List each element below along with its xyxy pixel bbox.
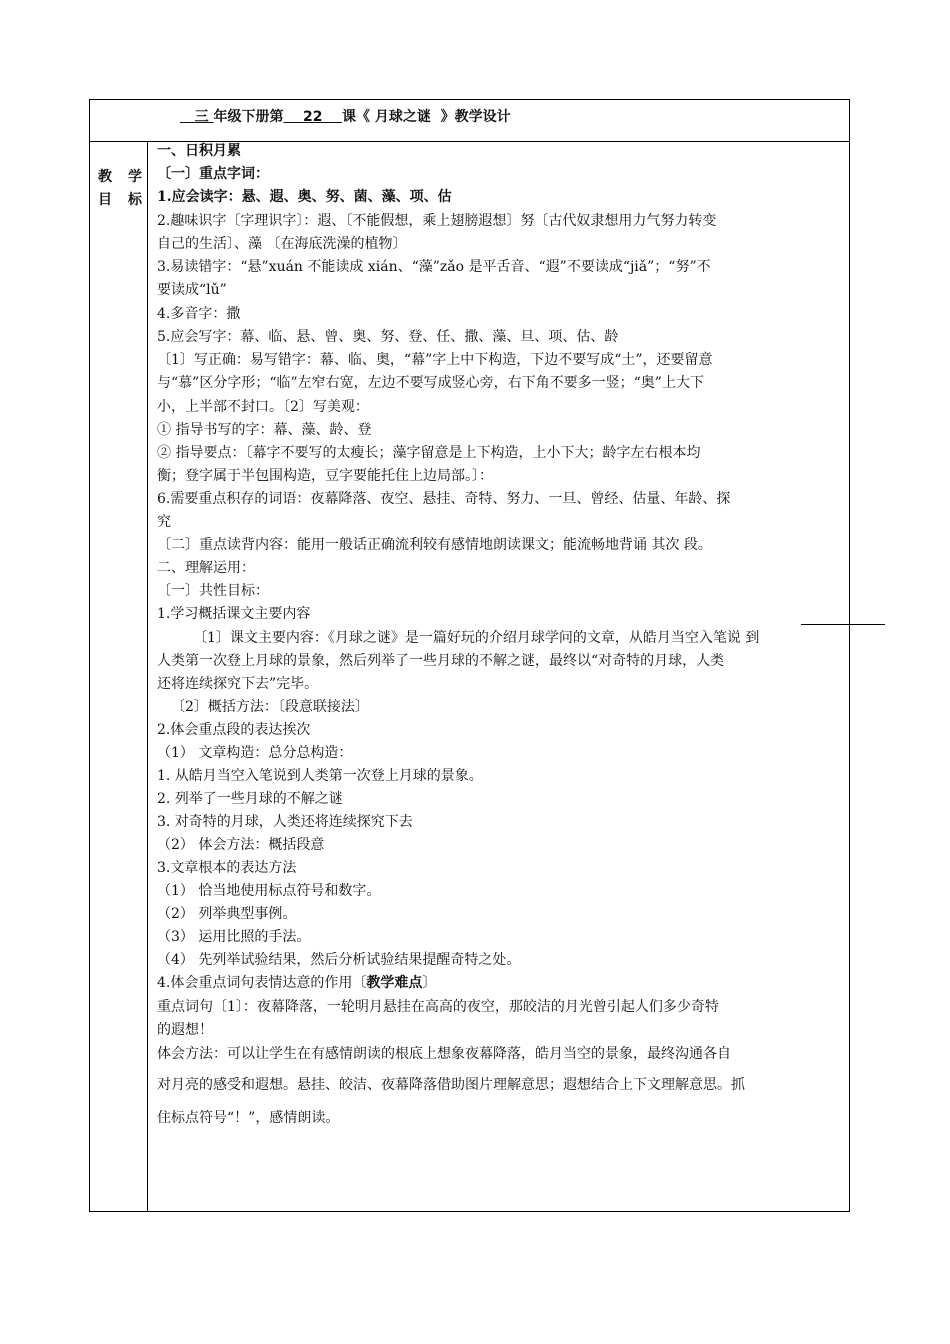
text-line: 与“慕”区分字形；“临”左窄右宽，左边不要写成竖心旁，右下角不要多一竖；“奥”上大下 (157, 375, 704, 391)
text-line: 3.易读错字：“悬”xuán 不能读成 xián、“藻”zǎo 是平舌音、“遐”不要读成“jiǎ”；“努”不 (157, 259, 711, 275)
text-line: 还将连续探究下去”完毕。 (157, 676, 319, 692)
text-line: 〔1〕课文主要内容：《月球之谜》是一篇好玩的介绍月球学问的文章，从皓月当空入笔说 到 (193, 630, 760, 646)
row-label-line-2: 目标 (98, 192, 142, 208)
text-line: 5.应会写字：幕、临、悬、曾、奥、努、登、任、撒、藻、旦、项、估、龄 (157, 329, 619, 345)
text-line: 要读成“lǔ” (157, 282, 227, 298)
section-heading: 一、日积月累 (157, 143, 241, 159)
text-line: 对月亮的感受和遐想。悬挂、皎洁、夜幕降落借助图片理解意思；遐想结合上下文理解意思。抓 (157, 1077, 745, 1093)
text-line (157, 973, 436, 993)
text-line: 住标点符号“！”，感情朗读。 (157, 1110, 340, 1126)
text-line: 2. 列举了一些月球的不解之谜 (157, 791, 343, 807)
text-line: 2.体会重点段的表达挨次 (157, 722, 311, 738)
difficulty-tag: 教学难点 (366, 975, 423, 991)
title-name: 月球之谜 (374, 109, 431, 125)
text-line: 4.多音字：撒 (157, 306, 241, 322)
subsection-heading: 〔一〕重点字词： (157, 166, 269, 182)
text-line: 〔二〕重点读背内容：能用一般话正确流利较有感情地朗读课文；能流畅地背诵 其次 段。 (157, 537, 712, 553)
text-line: （2） 体会方法：概括段意 (157, 837, 325, 853)
text-line: 小，上半部不封口。〔2〕写美观： (157, 399, 369, 415)
text-line (157, 187, 452, 207)
text-line: 1. 从皓月当空入笔说到人类第一次登上月球的景象。 (157, 768, 483, 784)
text-line: （4） 先列举试验结果，然后分析试验结果提醒奇特之处。 (157, 952, 521, 968)
text-line: 6.需要重点积存的词语：夜幕降落、夜空、悬挂、奇特、努力、一旦、曾经、估量、年龄、探 (157, 491, 731, 507)
title-end: 》教学设计 (440, 109, 511, 125)
text-line: 〔1〕写正确：易写错字：幕、临、奥，“幕”字上中下构造，下边不要写成“土”，还要留意 (157, 352, 713, 368)
text-line: ① 指导书写的字：幕、藻、龄、登 (157, 422, 372, 438)
page-title (180, 106, 511, 126)
underline-rule (801, 624, 885, 625)
title-ke: 课《 (341, 109, 370, 125)
text-line: 〕 (422, 975, 437, 991)
text-line: 4.体会重点词句表情达意的作用〔 (157, 975, 367, 991)
text-line: 二、理解运用： (157, 560, 255, 576)
text-line: 〔2〕概括方法：〔段意联接法〕 (171, 699, 369, 715)
text-line: ② 指导要点：〔幕字不要写的太瘦长；藻字留意是上下构造，上小下大；龄字左右根本均 (157, 445, 701, 461)
text-line: 体会方法：可以让学生在有感情朗读的根底上想象夜幕降落，皓月当空的景象，最终沟通各自 (157, 1046, 731, 1062)
text-line: 重点词句〔1〕：夜幕降落，一轮明月悬挂在高高的夜空，那皎洁的月光曾引起人们多少奇特 (157, 999, 719, 1015)
text-line: 〔一〕共性目标： (157, 583, 269, 599)
label-column (90, 141, 148, 1212)
text-line: 1.学习概括课文主要内容 (157, 606, 311, 622)
text-line: 3. 对奇特的月球，人类还将连续探究下去 (157, 814, 413, 830)
text-line: 人类第一次登上月球的景象，然后列举了一些月球的不解之谜，最终以“对奇特的月球，人类 (157, 653, 725, 669)
text-line: 1.应会读字：悬、遐、奥、努、菌、藻、项、估 (157, 189, 452, 205)
text-line: （2） 列举典型事例。 (157, 906, 297, 922)
content-cell (157, 141, 851, 1212)
text-line: 自己的生活〕、藻 〔在海底洗澡的植物〕 (157, 236, 407, 252)
row-label (98, 166, 142, 212)
text-line: 2.趣味识字〔字理识字〕：遐、〔不能假想，乘上翅膀遐想〕努〔古代奴隶想用力气努力转变 (157, 213, 717, 229)
lesson-plan-table (89, 99, 850, 1212)
text-line: （3） 运用比照的手法。 (157, 929, 311, 945)
text-line: （1） 文章构造：总分总构造： (157, 745, 353, 761)
title-lesson-number: 22 (303, 109, 323, 125)
title-middle: 年级下册第 (213, 109, 284, 125)
text-line: 衡；登字属于半包围构造，豆字要能托住上边局部。〕： (157, 468, 493, 484)
text-line: 的遐想！ (157, 1022, 213, 1038)
title-grade: 三 (194, 109, 209, 125)
text-line: （1） 恰当地使用标点符号和数字。 (157, 883, 381, 899)
text-line: 究 (157, 514, 171, 530)
text-line: 3.文章根本的表达方法 (157, 860, 297, 876)
title-row (90, 100, 849, 142)
row-label-line-1: 教学 (98, 169, 142, 185)
